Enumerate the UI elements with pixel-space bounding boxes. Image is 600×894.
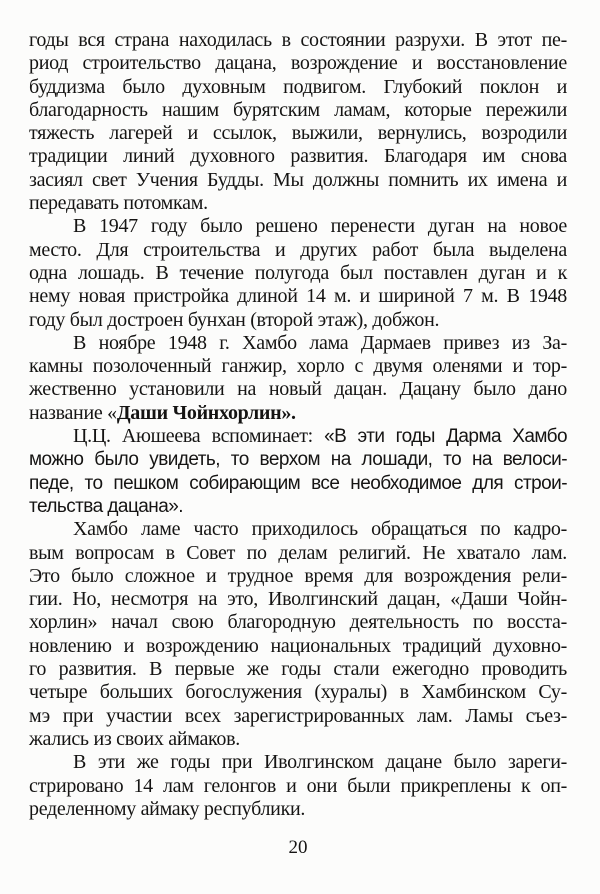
text-line: вым вопросам в Совет по делам религий. Не хватало лам. [29,541,567,564]
text-line: жественно установили на новый дацан. Дацану было дано [29,378,567,401]
text-line: засиял свет Учения Будды. Мы должны помнить их имена и [29,168,567,191]
text-line [29,402,567,425]
paragraph-3 [29,332,567,425]
text-line: жались из своих аймаков. [29,727,240,750]
text-line: Хамбо ламе часто приходилось обращаться по кадро- [73,518,567,541]
quote-attribution: Ц.Ц. Аюшеева вспоминает: [73,425,325,448]
text-line: тельства дацана». [29,495,183,517]
text-line: риод строительство дацана, возрождение и восстановление [29,52,567,75]
text-line: благодарность нашим бурятским ламам, которые пережили [29,98,567,121]
text-line: традиции линий духовного развития. Благодаря им снова [29,145,567,168]
text-line: камны позолоченный ганжир, хорло с двумя оленями и тор- [29,355,567,378]
text-line: году был достроен бунхан (второй этаж), добжон. [29,308,440,331]
text-line: нему новая пристройка длиной 14 м. и шириной 7 м. В 1948 [29,285,567,308]
quote-text: «В эти годы Дарма Хамбо [324,426,567,448]
page-footer [29,837,567,859]
text-line: Это было сложное и трудное время для возрождения рели- [29,564,567,587]
paragraph-4-quote [29,425,567,518]
text-line: можно было увидеть, то верхом на лошади, то на велоси- [29,449,567,471]
paragraph-5 [29,518,567,751]
text-line: В ноябре 1948 г. Хамбо лама Дармаев привез из За- [73,331,567,354]
paragraph-1 [29,29,567,215]
paragraph-2 [29,215,567,331]
text-line: тяжесть лагерей и ссылок, выжили, вернулись, возродили [29,122,567,145]
text-line: В 1947 году было решено перенести дуган на новое [73,215,567,238]
dacan-name-bold: Даши Чойнхорлин». [116,401,296,424]
text-line: го развития. В первые же годы стали ежегодно проводить [29,658,567,681]
text-line: хорлин» начал свою благородную деятельность по восста- [29,611,567,634]
text-line: педе, то пешком собирающим все необходимое для строи- [29,472,567,494]
page-number: 20 [288,837,308,859]
text-line: место. Для строительства и других работ была выделена [29,238,567,261]
text-line: ределенному аймаку республики. [29,797,306,820]
text-line [29,425,567,448]
text-line: В эти же годы при Иволгинском дацане было зареги- [73,751,567,774]
text-line: новлению и возрождению национальных традиций духовно- [29,634,567,657]
text-line: буддизма было духовным подвигом. Глубокий поклон и [29,75,567,98]
paragraph-6 [29,751,567,821]
text-line: мэ при участии всех зарегистрированных лам. Ламы съез- [29,704,567,727]
text-line: стрировано 14 лам гелонгов и они были прикреплены к оп- [29,774,567,797]
text-line: четыре больших богослужения (хуралы) в Хамбинском Су- [29,681,567,704]
text-line: одна лошадь. В течение полугода был поставлен дуган и к [29,261,567,284]
text-line: передавать потомкам. [29,192,208,215]
text-line: гии. Но, несмотря на это, Иволгинский дацан, «Даши Чойн- [29,588,567,611]
text-line: годы вся страна находилась в состоянии разрухи. В этот пе- [29,29,567,51]
text-segment: название « [29,401,117,424]
